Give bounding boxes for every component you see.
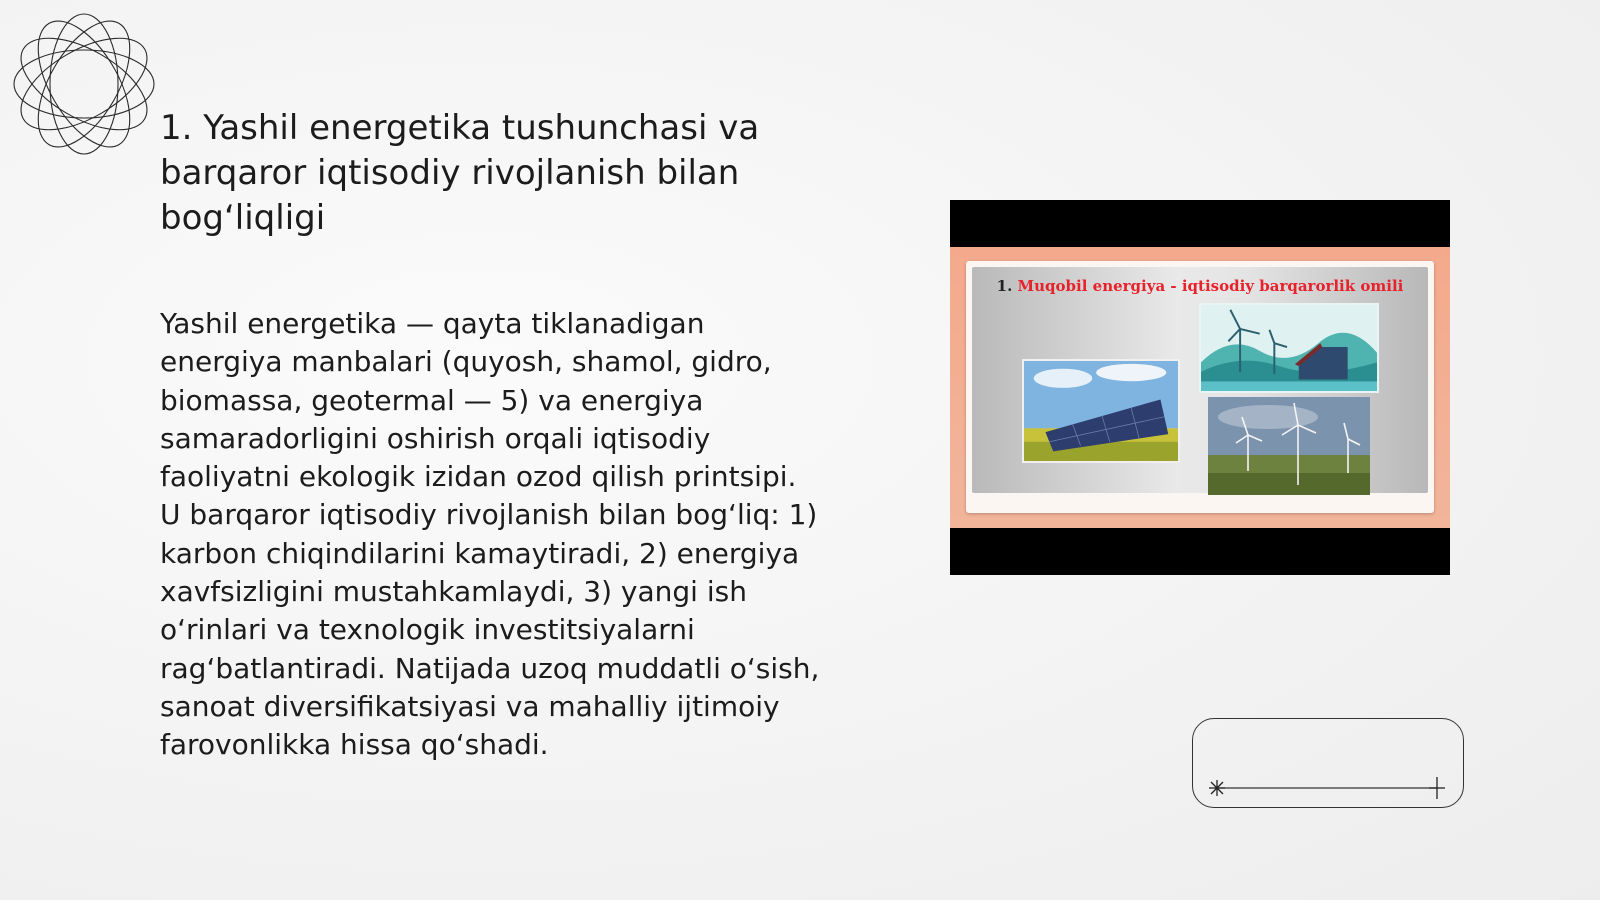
- wind-farm-photo: [1208, 397, 1370, 495]
- sparkle-icon: [1209, 780, 1225, 796]
- embedded-slide: [950, 247, 1450, 528]
- slide-body-text: Yashil energetika — qayta tiklanadigan energiya manbalari (quyosh, shamol, gidro, biomassa, geotermal — 5) va energiya samaradorligini oshirish orqali iqtisodiy faoliyatni ekologik izidan ozod qilish printsipi. U barqaror iqtisodiy rivojlanish bilan bog‘liq: 1) karbon chiqindilarini kamaytiradi, 2) energiya xavfsizligini mustahkamlaydi, 3) yangi ish o‘rinlari va texnologik investitsiyalarni rag‘batlantiradi. Natijada uzoq muddatli o‘sish, sanoat diversifikatsiyasi va mahalliy ijtimoiy farovonlikka hissa qo‘shadi.: [160, 307, 820, 762]
- embedded-heading-number: 1.: [996, 277, 1013, 295]
- solar-panel-photo: [1022, 359, 1180, 463]
- embedded-image-frame: [950, 200, 1450, 575]
- plus-cross-icon: [1429, 777, 1445, 799]
- embedded-heading-text: Muqobil energiya - iqtisodiy barqarorlik omili: [1017, 277, 1404, 295]
- embedded-slide-heading: [972, 277, 1428, 295]
- decorative-tag: [1192, 718, 1464, 808]
- wind-turbine-illustration: [1199, 303, 1379, 393]
- embedded-slide-card: [972, 267, 1428, 493]
- slide-title: 1. Yashil energetika tushunchasi va barqaror iqtisodiy rivojlanish bilan bog‘liqligi: [160, 108, 760, 238]
- ornament-rosette-icon: [10, 10, 158, 158]
